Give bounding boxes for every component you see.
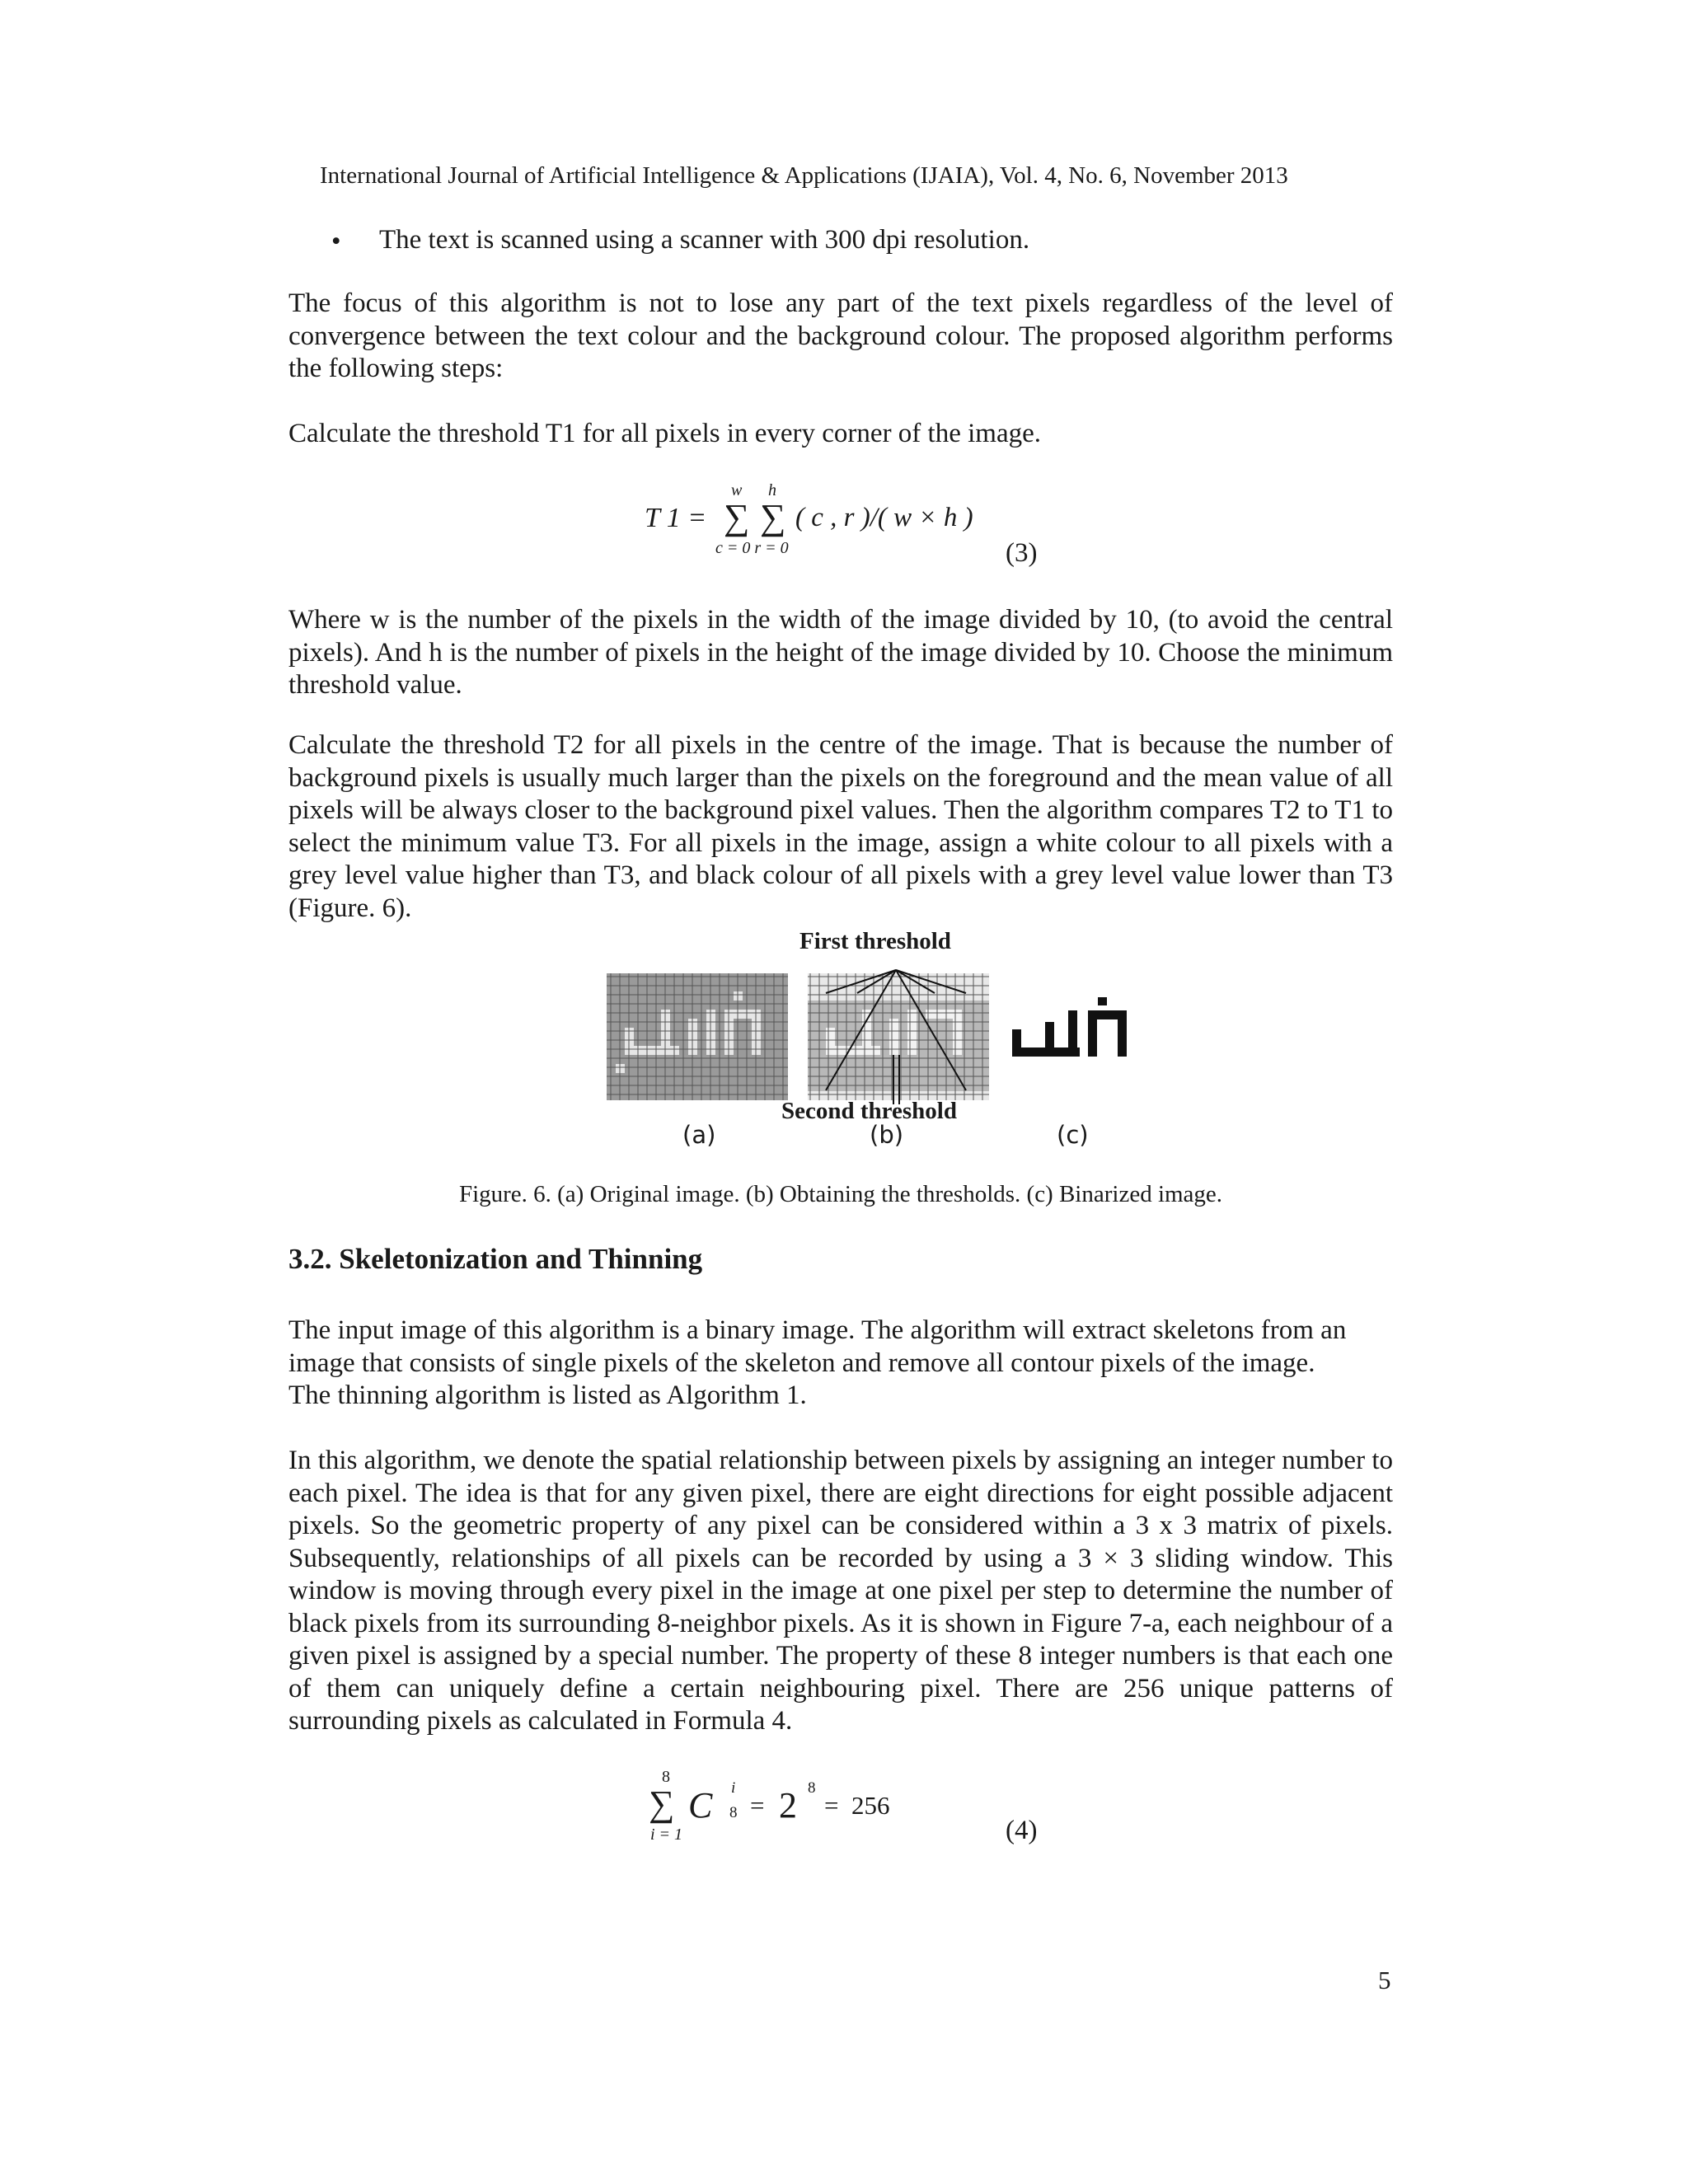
eq4-sum-upper: 8 xyxy=(662,1768,670,1786)
bullet-marker: • xyxy=(331,227,341,256)
eq3-sigma-1: ∑ xyxy=(724,497,750,537)
paragraph-intro: The focus of this algorithm is not to lose any part of the text pixels regardless of the level of convergence between the text colour and the background colour. The proposed algorithm performs the following steps: xyxy=(288,288,1393,383)
page-number: 5 xyxy=(1378,1966,1391,1994)
figure-6-caption: Figure. 6. (a) Original image. (b) Obtaining the thresholds. (c) Binarized image. xyxy=(458,1181,1223,1207)
eq4-equals: = xyxy=(750,1791,765,1820)
eq4-superscript-i: i xyxy=(731,1779,736,1797)
eq3-sum-lower: c = 0 r = 0 xyxy=(715,539,789,557)
eq4-sum-lower: i = 1 xyxy=(650,1825,683,1844)
paragraph-spatial-relationship: In this algorithm, we denote the spatial relationship between pixels by assigning an integer number to each pixel. The idea is that for any given pixel, there are eight directions for eight possible adjacent pixels. So the geometric property of any pixel can be considered within a 3 x 3 matrix of pixels. Subsequently, relationships of all pixels can be recorded by using a 3 × 3 sliding window. This window is moving through every pixel in the image at one pixel per step to determine the number of black pixels from its surrounding 8-neighbor pixels. As it is shown in Figure 7-a, each neighbour of a given pixel is assigned by a special number. The property of these 8 integer numbers is that each one of them can uniquely define a certain neighbouring pixel. There are 256 unique patterns of surrounding pixels as calculated in Formula 4. xyxy=(288,1446,1393,1736)
paragraph-algorithm-reference: The thinning algorithm is listed as Algorithm 1. xyxy=(288,1380,807,1410)
eq3-body: ( c , r )/( w × h ) xyxy=(795,503,973,532)
figure-c-binarized xyxy=(1012,997,1127,1057)
figure-label-c: (c) xyxy=(1057,1121,1089,1149)
running-header: International Journal of Artificial Intelligence & Applications (IJAIA), Vol. 4, No. 6, November 2013 xyxy=(320,162,1288,189)
eq4-rhs: = 256 xyxy=(824,1791,890,1820)
eq4-base: 2 xyxy=(779,1785,797,1825)
eq3-lhs: T 1 = xyxy=(645,503,707,533)
eq3-sum2-upper: h xyxy=(768,481,776,499)
equation-4 xyxy=(639,1768,919,1858)
eq4-exponent: 8 xyxy=(808,1779,816,1797)
paragraph-step-t1: Calculate the threshold T1 for all pixels in every corner of the image. xyxy=(288,419,1041,448)
eq4-sigma: ∑ xyxy=(649,1783,675,1824)
first-threshold-label: First threshold xyxy=(799,928,951,954)
paragraph-w-h-definition: Where w is the number of the pixels in the width of the image divided by 10, (to avoid the central pixels). And h is the number of pixels in the height of the image divided by 10. Choose the minimum threshold value. xyxy=(288,605,1393,700)
figure-6 xyxy=(602,928,1179,1162)
paragraph-skeleton-intro xyxy=(288,1315,1393,1413)
eq3-sum1-upper: w xyxy=(731,481,743,499)
figure-b-grid xyxy=(808,970,989,1104)
equation-4-number: (4) xyxy=(1006,1816,1038,1845)
equation-3-number: (3) xyxy=(1006,538,1038,568)
eq3-sigma-2: ∑ xyxy=(760,497,786,537)
paragraph-skeleton-text: The input image of this algorithm is a binary image. The algorithm will extract skeletons from an image that consists of single pixels of the skeleton and remove all contour pixels of the image. xyxy=(288,1315,1347,1378)
figure-label-a: (a) xyxy=(682,1121,716,1149)
paragraph-step-t2: Calculate the threshold T2 for all pixels in the centre of the image. That is because the number of background pixels is usually much larger than the pixels on the foreground and the mean value of all pixels will be always closer to the background pixel values. Then the algorithm compares T2 to T1 to select the minimum value T3. For all pixels in the image, assign a white colour to all pixels with a grey level value higher than T3, and black colour of all pixels with a grey level value lower than T3 (Figure. 6). xyxy=(288,730,1393,923)
figure-a-grid xyxy=(607,973,788,1100)
eq4-subscript-8: 8 xyxy=(729,1804,738,1821)
second-threshold-label: Second threshold xyxy=(781,1098,957,1124)
section-heading: 3.2. Skeletonization and Thinning xyxy=(288,1243,703,1275)
figure-label-b: (b) xyxy=(870,1121,904,1149)
bullet-item: The text is scanned using a scanner with 300 dpi resolution. xyxy=(379,225,1030,255)
eq4-C: C xyxy=(688,1785,713,1825)
